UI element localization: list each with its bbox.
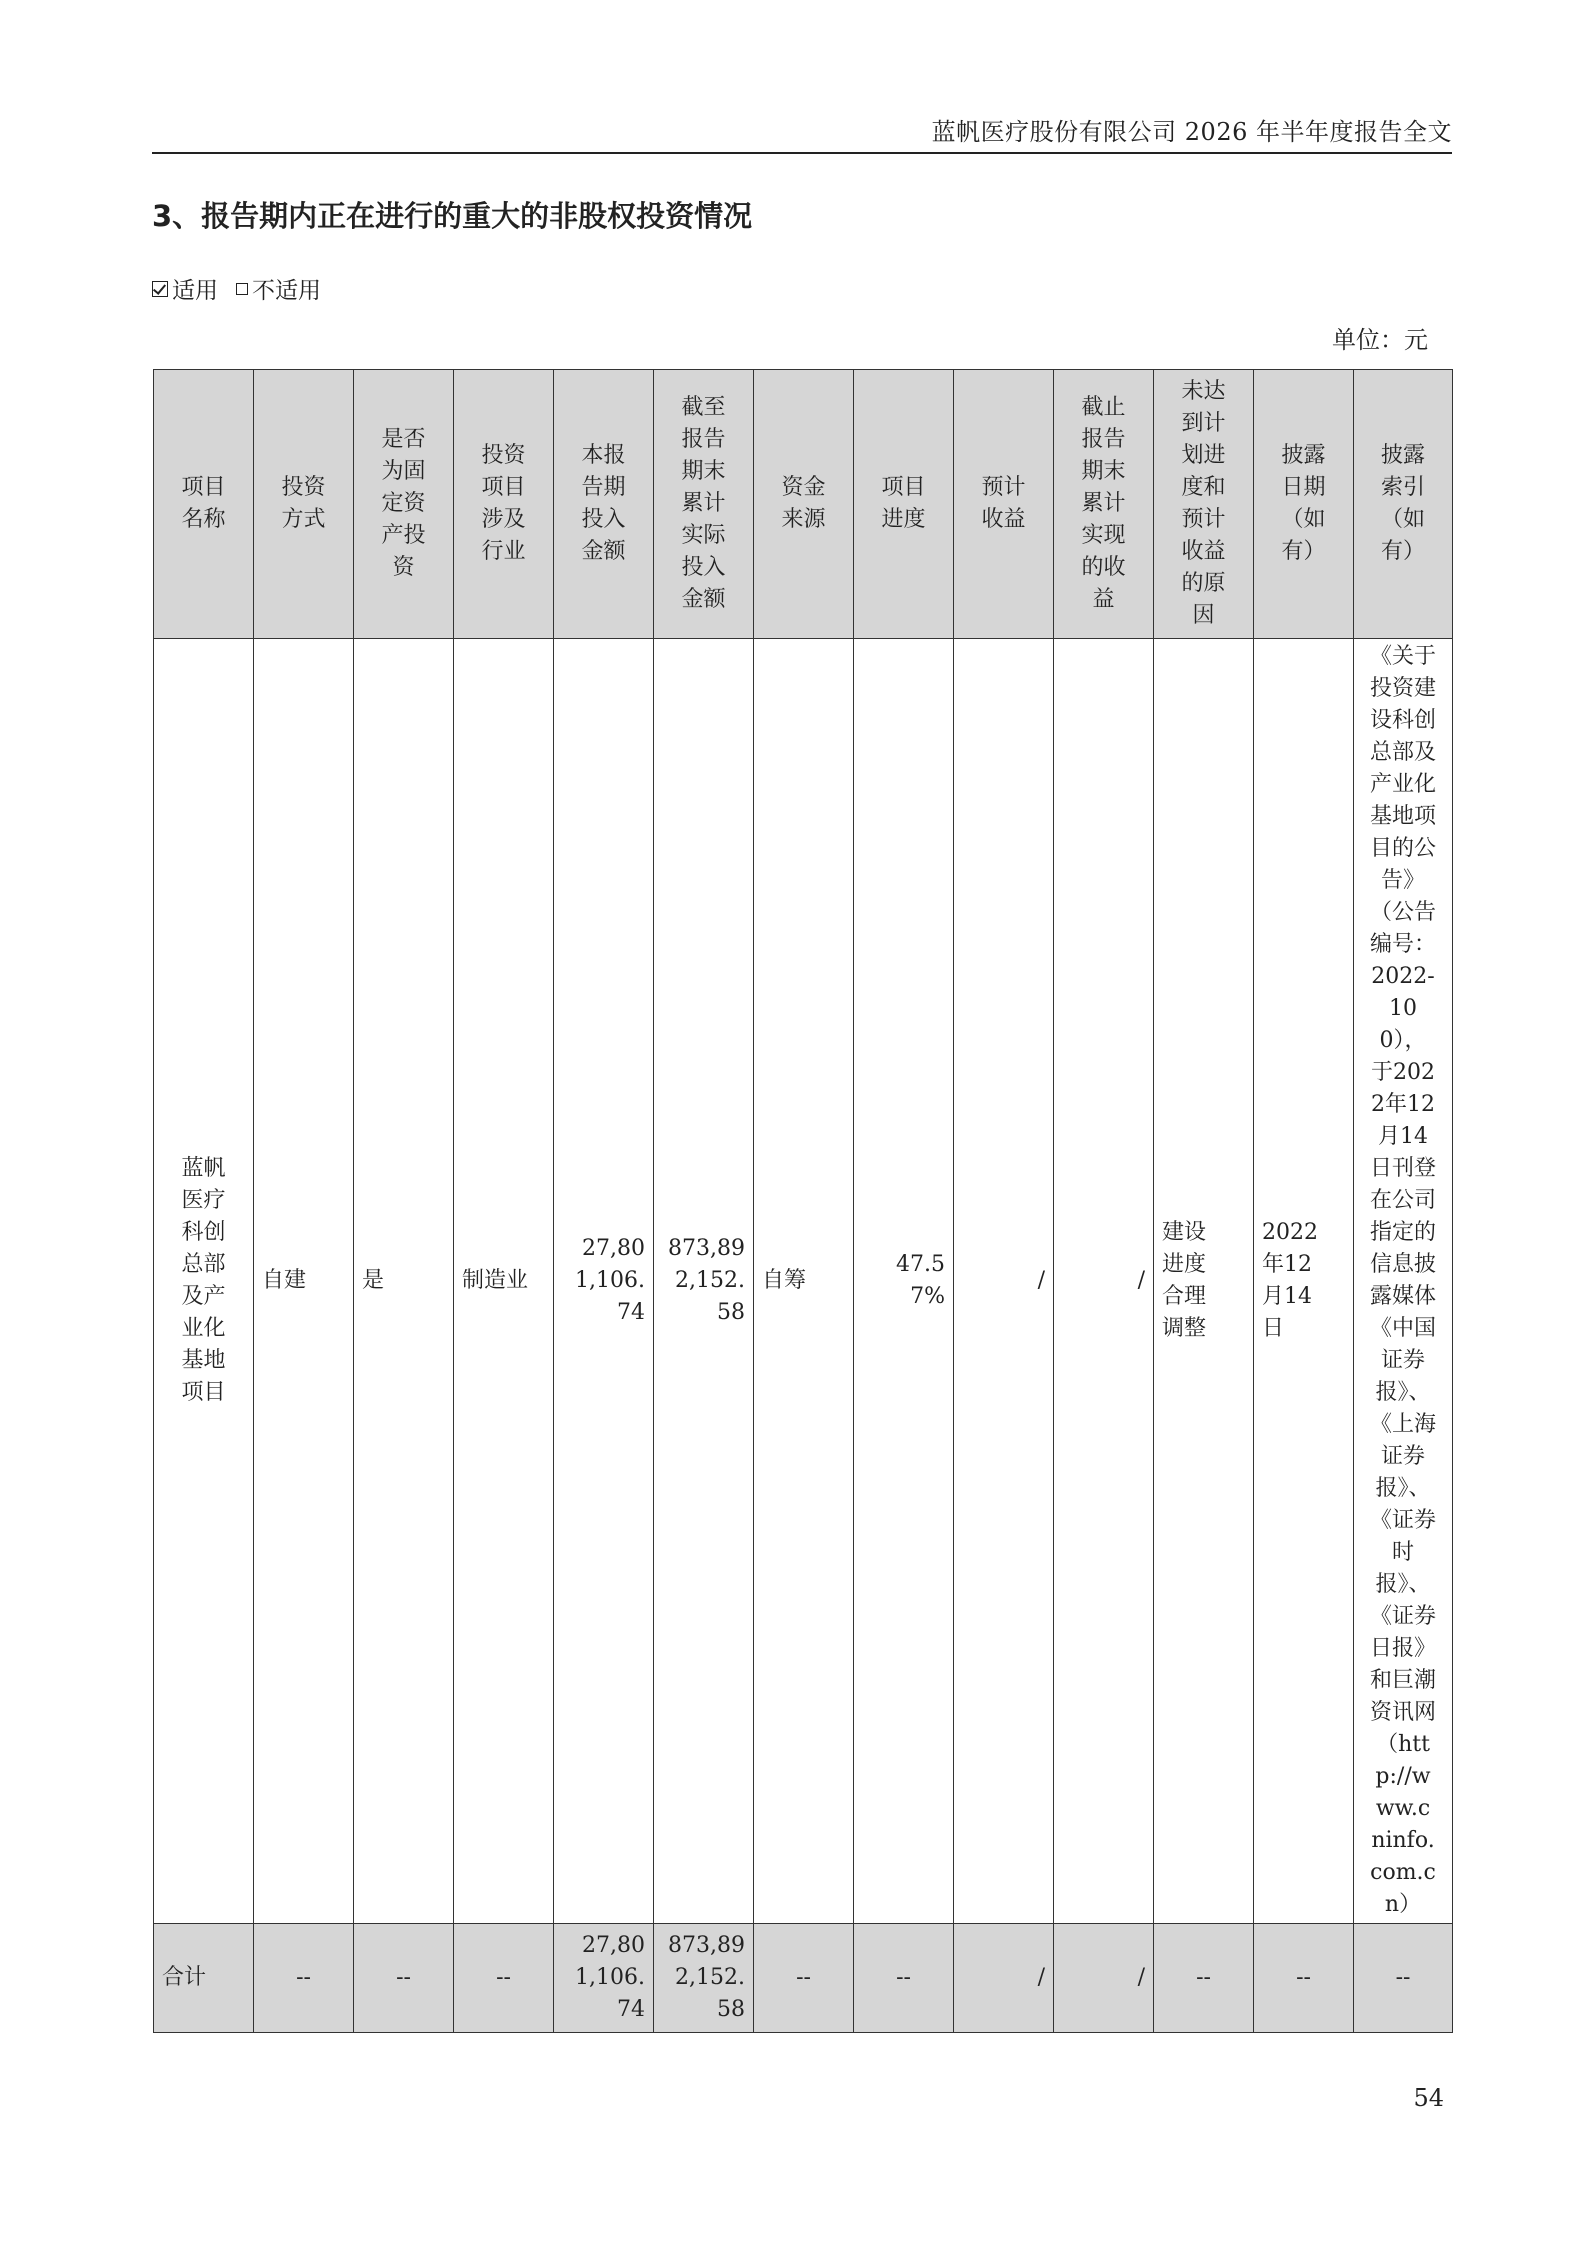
section-title: 3、报告期内正在进行的重大的非股权投资情况 (152, 199, 753, 233)
header-cell: 项目名称 (154, 370, 254, 639)
total-fixed-asset-cell: -- (354, 1924, 454, 2033)
header-cell: 披露日期（如有） (1254, 370, 1354, 639)
checked-box-icon (152, 281, 168, 297)
table-header-row (154, 370, 1453, 639)
total-realized-return-cell: / (1054, 1924, 1154, 2033)
progress-cell: 47.57% (854, 639, 954, 1924)
total-cumulative-amount-cell: 873,892,152.58 (654, 1924, 754, 2033)
applicable-label: 适用 (172, 278, 218, 304)
project-name-cell: 蓝帆医疗科创总部及产业化基地项目 (154, 639, 254, 1924)
header-cell: 项目进度 (854, 370, 954, 639)
total-expected-return-cell: / (954, 1924, 1054, 2033)
disclosure-date-cell: 2022年12月14日 (1254, 639, 1354, 1924)
total-reason-cell: -- (1154, 1924, 1254, 2033)
header-cell: 未达到计划进度和预计收益的原因 (1154, 370, 1254, 639)
investment-method-cell: 自建 (254, 639, 354, 1924)
applicable-option[interactable] (152, 272, 218, 305)
total-method-cell: -- (254, 1924, 354, 2033)
header-divider (152, 152, 1452, 154)
disclosure-index-cell: 《关于投资建设科创总部及产业化基地项目的公告》（公告编号：2022-100），于2022年12月14日刊登在公司指定的信息披露媒体《中国证券报》、《上海证券报》、《证券时报》、《证券日报》和巨潮资讯网（http://www.cninfo.com.cn） (1354, 639, 1453, 1924)
header-cell: 资金来源 (754, 370, 854, 639)
header-cell: 预计收益 (954, 370, 1054, 639)
header-cell: 本报告期投入金额 (554, 370, 654, 639)
industry-cell: 制造业 (454, 639, 554, 1924)
header-cell: 投资项目涉及行业 (454, 370, 554, 639)
total-industry-cell: -- (454, 1924, 554, 2033)
total-fund-source-cell: -- (754, 1924, 854, 2033)
header-cell: 截止报告期末累计实现的收益 (1054, 370, 1154, 639)
fixed-asset-cell: 是 (354, 639, 454, 1924)
table-row (154, 639, 1453, 1924)
unchecked-box-icon (236, 283, 248, 295)
total-period-amount-cell: 27,801,106.74 (554, 1924, 654, 2033)
total-index-cell: -- (1354, 1924, 1453, 2033)
cumulative-amount-cell: 873,892,152.58 (654, 639, 754, 1924)
unit-label: 单位：元 (1332, 326, 1428, 354)
expected-return-cell: / (954, 639, 1054, 1924)
not-applicable-option[interactable] (236, 272, 321, 305)
applicability-options (152, 272, 321, 305)
total-row (154, 1924, 1453, 2033)
page-number: 54 (1413, 2084, 1444, 2112)
realized-return-cell: / (1054, 639, 1154, 1924)
not-applicable-label: 不适用 (252, 278, 321, 304)
header-cell: 截至报告期末累计实际投入金额 (654, 370, 754, 639)
header-cell: 披露索引（如有） (1354, 370, 1453, 639)
fund-source-cell: 自筹 (754, 639, 854, 1924)
investment-table (153, 369, 1453, 2033)
total-date-cell: -- (1254, 1924, 1354, 2033)
total-label-cell: 合计 (154, 1924, 254, 2033)
total-progress-cell: -- (854, 1924, 954, 2033)
report-header: 蓝帆医疗股份有限公司 2026 年半年度报告全文 (931, 118, 1452, 146)
period-amount-cell: 27,801,106.74 (554, 639, 654, 1924)
header-cell: 投资方式 (254, 370, 354, 639)
reason-cell: 建设进度合理调整 (1154, 639, 1254, 1924)
header-cell: 是否为固定资产投资 (354, 370, 454, 639)
